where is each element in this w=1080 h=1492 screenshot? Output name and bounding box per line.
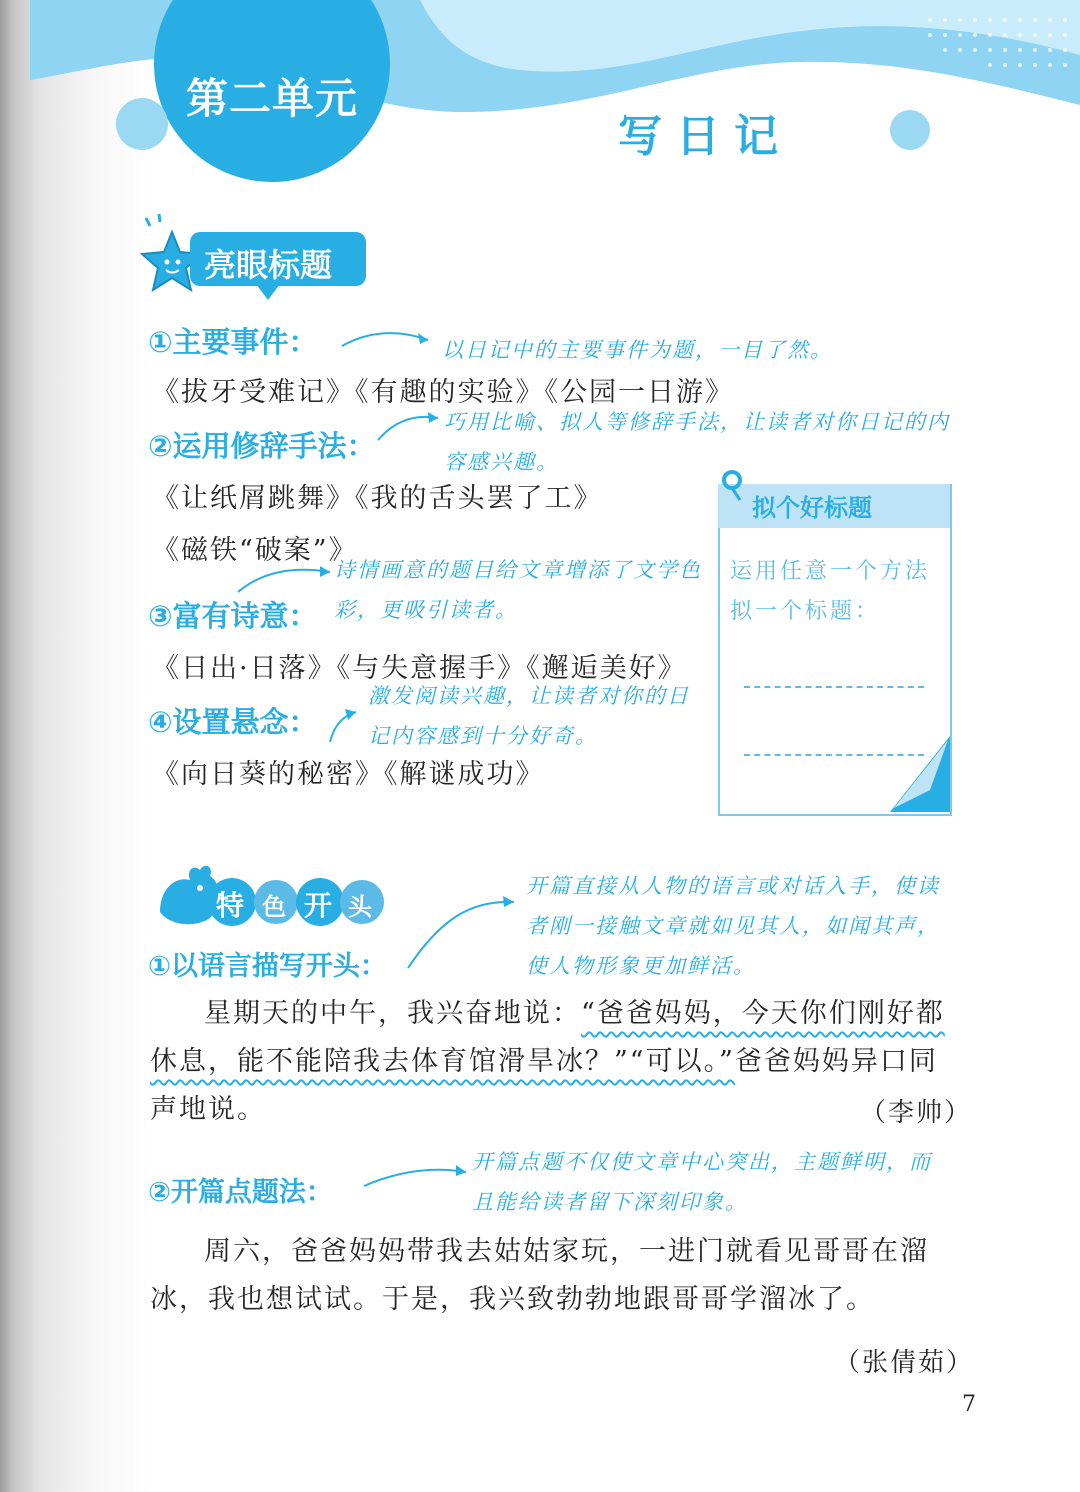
note-rhetoric: 巧用比喻、拟人等修辞手法，让读者对你日记的内容感兴趣。 <box>444 410 950 474</box>
page-number: 7 <box>962 1392 976 1417</box>
item-heading-main-event: ①主要事件： <box>148 325 318 359</box>
practice-card-instructions: 运用任意一个方法拟一个标题： <box>730 559 931 624</box>
paragraph-lead: 星期天的中午，我兴奋地说： <box>204 998 581 1029</box>
author-li-shuai: （李帅） <box>860 1098 973 1128</box>
item-heading-rhetoric: ②运用修辞手法： <box>148 429 376 463</box>
section2-badge-char-1: 特 <box>216 889 245 922</box>
section2-badge-char-2: 色 <box>262 893 286 921</box>
section-badge-title: 亮眼标题 <box>204 246 333 284</box>
paragraph-quote: “爸爸妈妈，今天你们刚好都休息，能不能陪我去体育馆滑旱冰？”“可以。” <box>150 998 945 1077</box>
example-paragraph-topic: 周六，爸爸妈妈带我去姑姑家玩，一进门就看见哥哥在溜冰，我也想试试。于是，我兴致勃勃地跟哥哥学溜冰了。 <box>150 1236 929 1315</box>
note-suspense: 激发阅读兴趣，让读者对你的日记内容感到十分好奇。 <box>368 684 690 748</box>
note-poetic: 诗情画意的题目给文章增添了文学色彩，更吸引读者。 <box>334 558 702 622</box>
example-titles-poetic: 《日出·日落》《与失意握手》《邂逅美好》 <box>152 653 687 684</box>
item-heading-poetic: ③富有诗意： <box>148 599 318 633</box>
unit-title: 第二单元 <box>186 74 359 123</box>
example-titles-suspense: 《向日葵的秘密》《解谜成功》 <box>152 759 545 790</box>
note-main-event: 以日记中的主要事件为题，一目了然。 <box>442 338 833 362</box>
note-dialogue-opening: 开篇直接从人物的语言或对话入手，使读者刚一接触文章就如见其人，如闻其声，使人物形象更加鲜活。 <box>526 874 940 978</box>
section2-badge-char-4: 头 <box>348 893 372 921</box>
example-titles-rhetoric-1: 《让纸屑跳舞》《我的舌头罢了工》 <box>152 483 603 514</box>
lesson-title: 写日记 <box>618 111 792 162</box>
section2-badge-char-3: 开 <box>304 889 333 922</box>
item-heading-suspense: ④设置悬念： <box>148 705 318 739</box>
example-titles-rhetoric-2: 《磁铁“破案”》 <box>152 535 358 566</box>
practice-card-title: 拟个好标题 <box>752 494 872 522</box>
paragraph-tail: 爸爸妈妈异口同声地说。 <box>150 1046 938 1125</box>
item-heading-dialogue-opening: ①以语言描写开头： <box>148 951 387 982</box>
note-topic-opening: 开篇点题不仅使文章中心突出，主题鲜明，而且能给读者留下深刻印象。 <box>472 1150 932 1214</box>
item-heading-topic-opening: ②开篇点题法： <box>148 1177 333 1208</box>
example-titles-main-event: 《拔牙受难记》《有趣的实验》《公园一日游》 <box>152 377 734 408</box>
pin-icon <box>724 472 740 488</box>
author-zhang-qianru: （张倩茹） <box>834 1348 975 1378</box>
